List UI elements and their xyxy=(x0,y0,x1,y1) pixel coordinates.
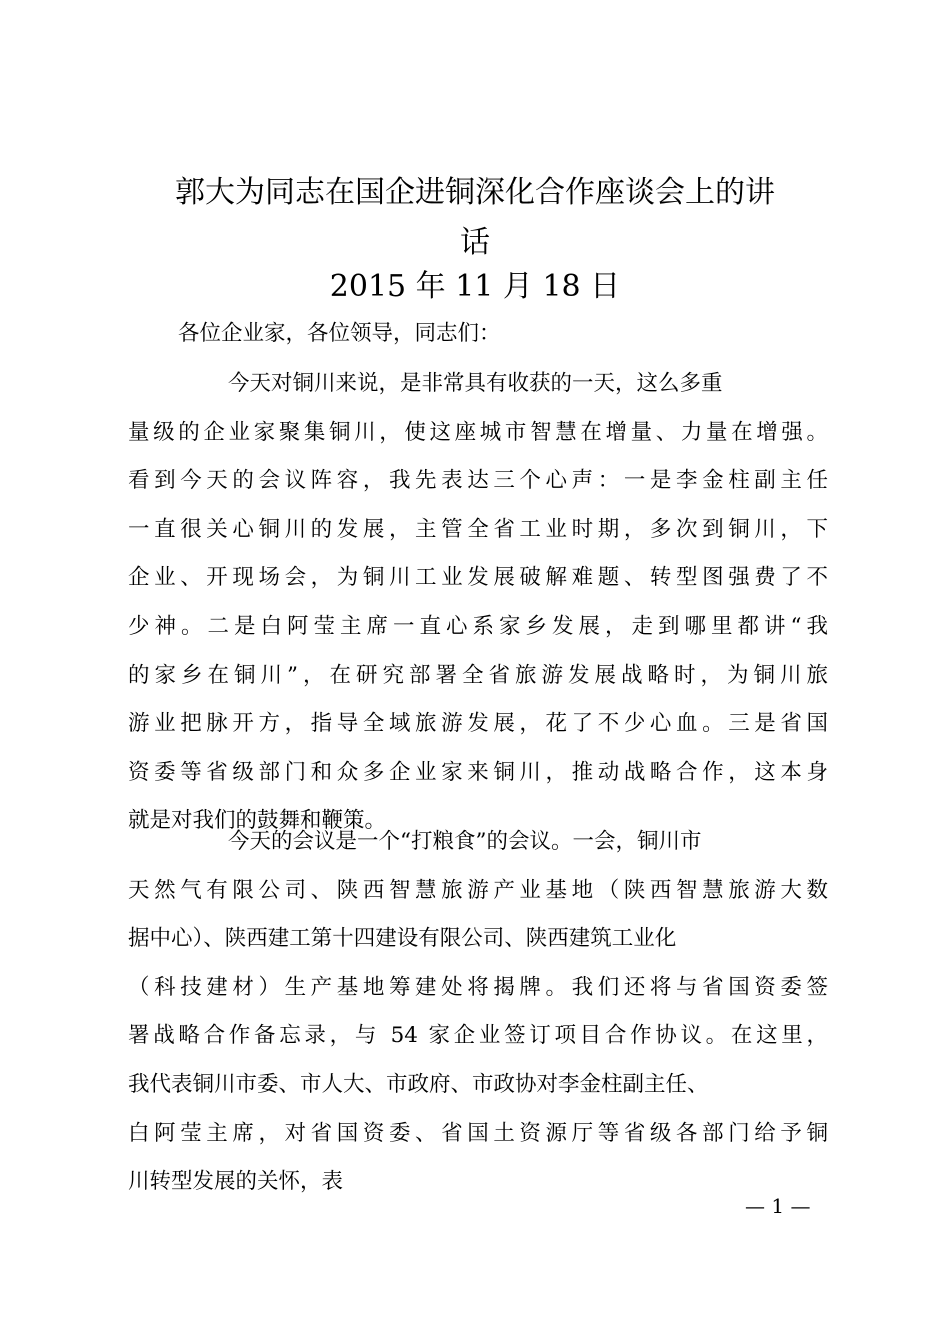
paragraph-line: 今天的会议是一个“打粮食”的会议。一会，铜川市 xyxy=(228,829,702,854)
paragraph-line: 量级的企业家聚集铜川，使这座城市智慧在增量、力量在增强。 xyxy=(128,419,828,445)
paragraph-line: 的家乡在铜川”，在研究部署全省旅游发展战略时，为铜川旅 xyxy=(128,662,828,688)
paragraph-line: 游业把脉开方，指导全域旅游发展，花了不少心血。三是省国 xyxy=(128,711,828,737)
paragraph-line: 资委等省级部门和众多企业家来铜川，推动战略合作，这本身 xyxy=(128,759,828,785)
paragraph-line: 少神。二是白阿莹主席一直心系家乡发展，走到哪里都讲“我 xyxy=(128,613,828,639)
paragraph-line: 据中心）、陕西建工第十四建设有限公司、陕西建筑工业化 xyxy=(128,926,677,952)
greeting: 各位企业家，各位领导，同志们： xyxy=(178,321,501,346)
paragraph-line: 川转型发展的关怀，表 xyxy=(128,1169,344,1195)
paragraph-line: 看到今天的会议阵容，我先表达三个心声：一是李金柱副主任 xyxy=(128,468,828,494)
paragraph-line: （科技建材）生产基地筹建处将揭牌。我们还将与省国资委签 xyxy=(128,974,828,1000)
paragraph-line: 一直很关心铜川的发展，主管全省工业时期，多次到铜川，下 xyxy=(128,516,828,542)
paragraph-line: 署战略合作备忘录，与 54 家企业签订项目合作协议。在这里， xyxy=(128,1023,828,1049)
paragraph-1 xyxy=(128,360,828,846)
speech-date: 2015 年 11 月 18 日 xyxy=(329,269,621,304)
paragraph-line: 我代表铜川市委、市人大、市政府、市政协对李金柱副主任、 xyxy=(128,1071,709,1097)
paragraph-2 xyxy=(128,818,828,1207)
document-title xyxy=(110,168,840,268)
paragraph-line: 白阿莹主席，对省国资委、省国土资源厅等省级各部门给予铜 xyxy=(128,1120,828,1146)
paragraph-line: 就是对我们的鼓舞和鞭策。 xyxy=(128,808,387,834)
paragraph-line: 今天对铜川来说，是非常具有收获的一天，这么多重 xyxy=(228,371,723,396)
paragraph-line: 企业、开现场会，为铜川工业发展破解难题、转型图强费了不 xyxy=(128,565,828,591)
paragraph-line: 天然气有限公司、陕西智慧旅游产业基地（陕西智慧旅游大数 xyxy=(128,877,828,903)
page-number: — 1 — xyxy=(745,1194,811,1218)
title-line-2: 话 xyxy=(460,225,490,260)
title-line-1: 郭大为同志在国企进铜深化合作座谈会上的讲 xyxy=(175,175,775,210)
